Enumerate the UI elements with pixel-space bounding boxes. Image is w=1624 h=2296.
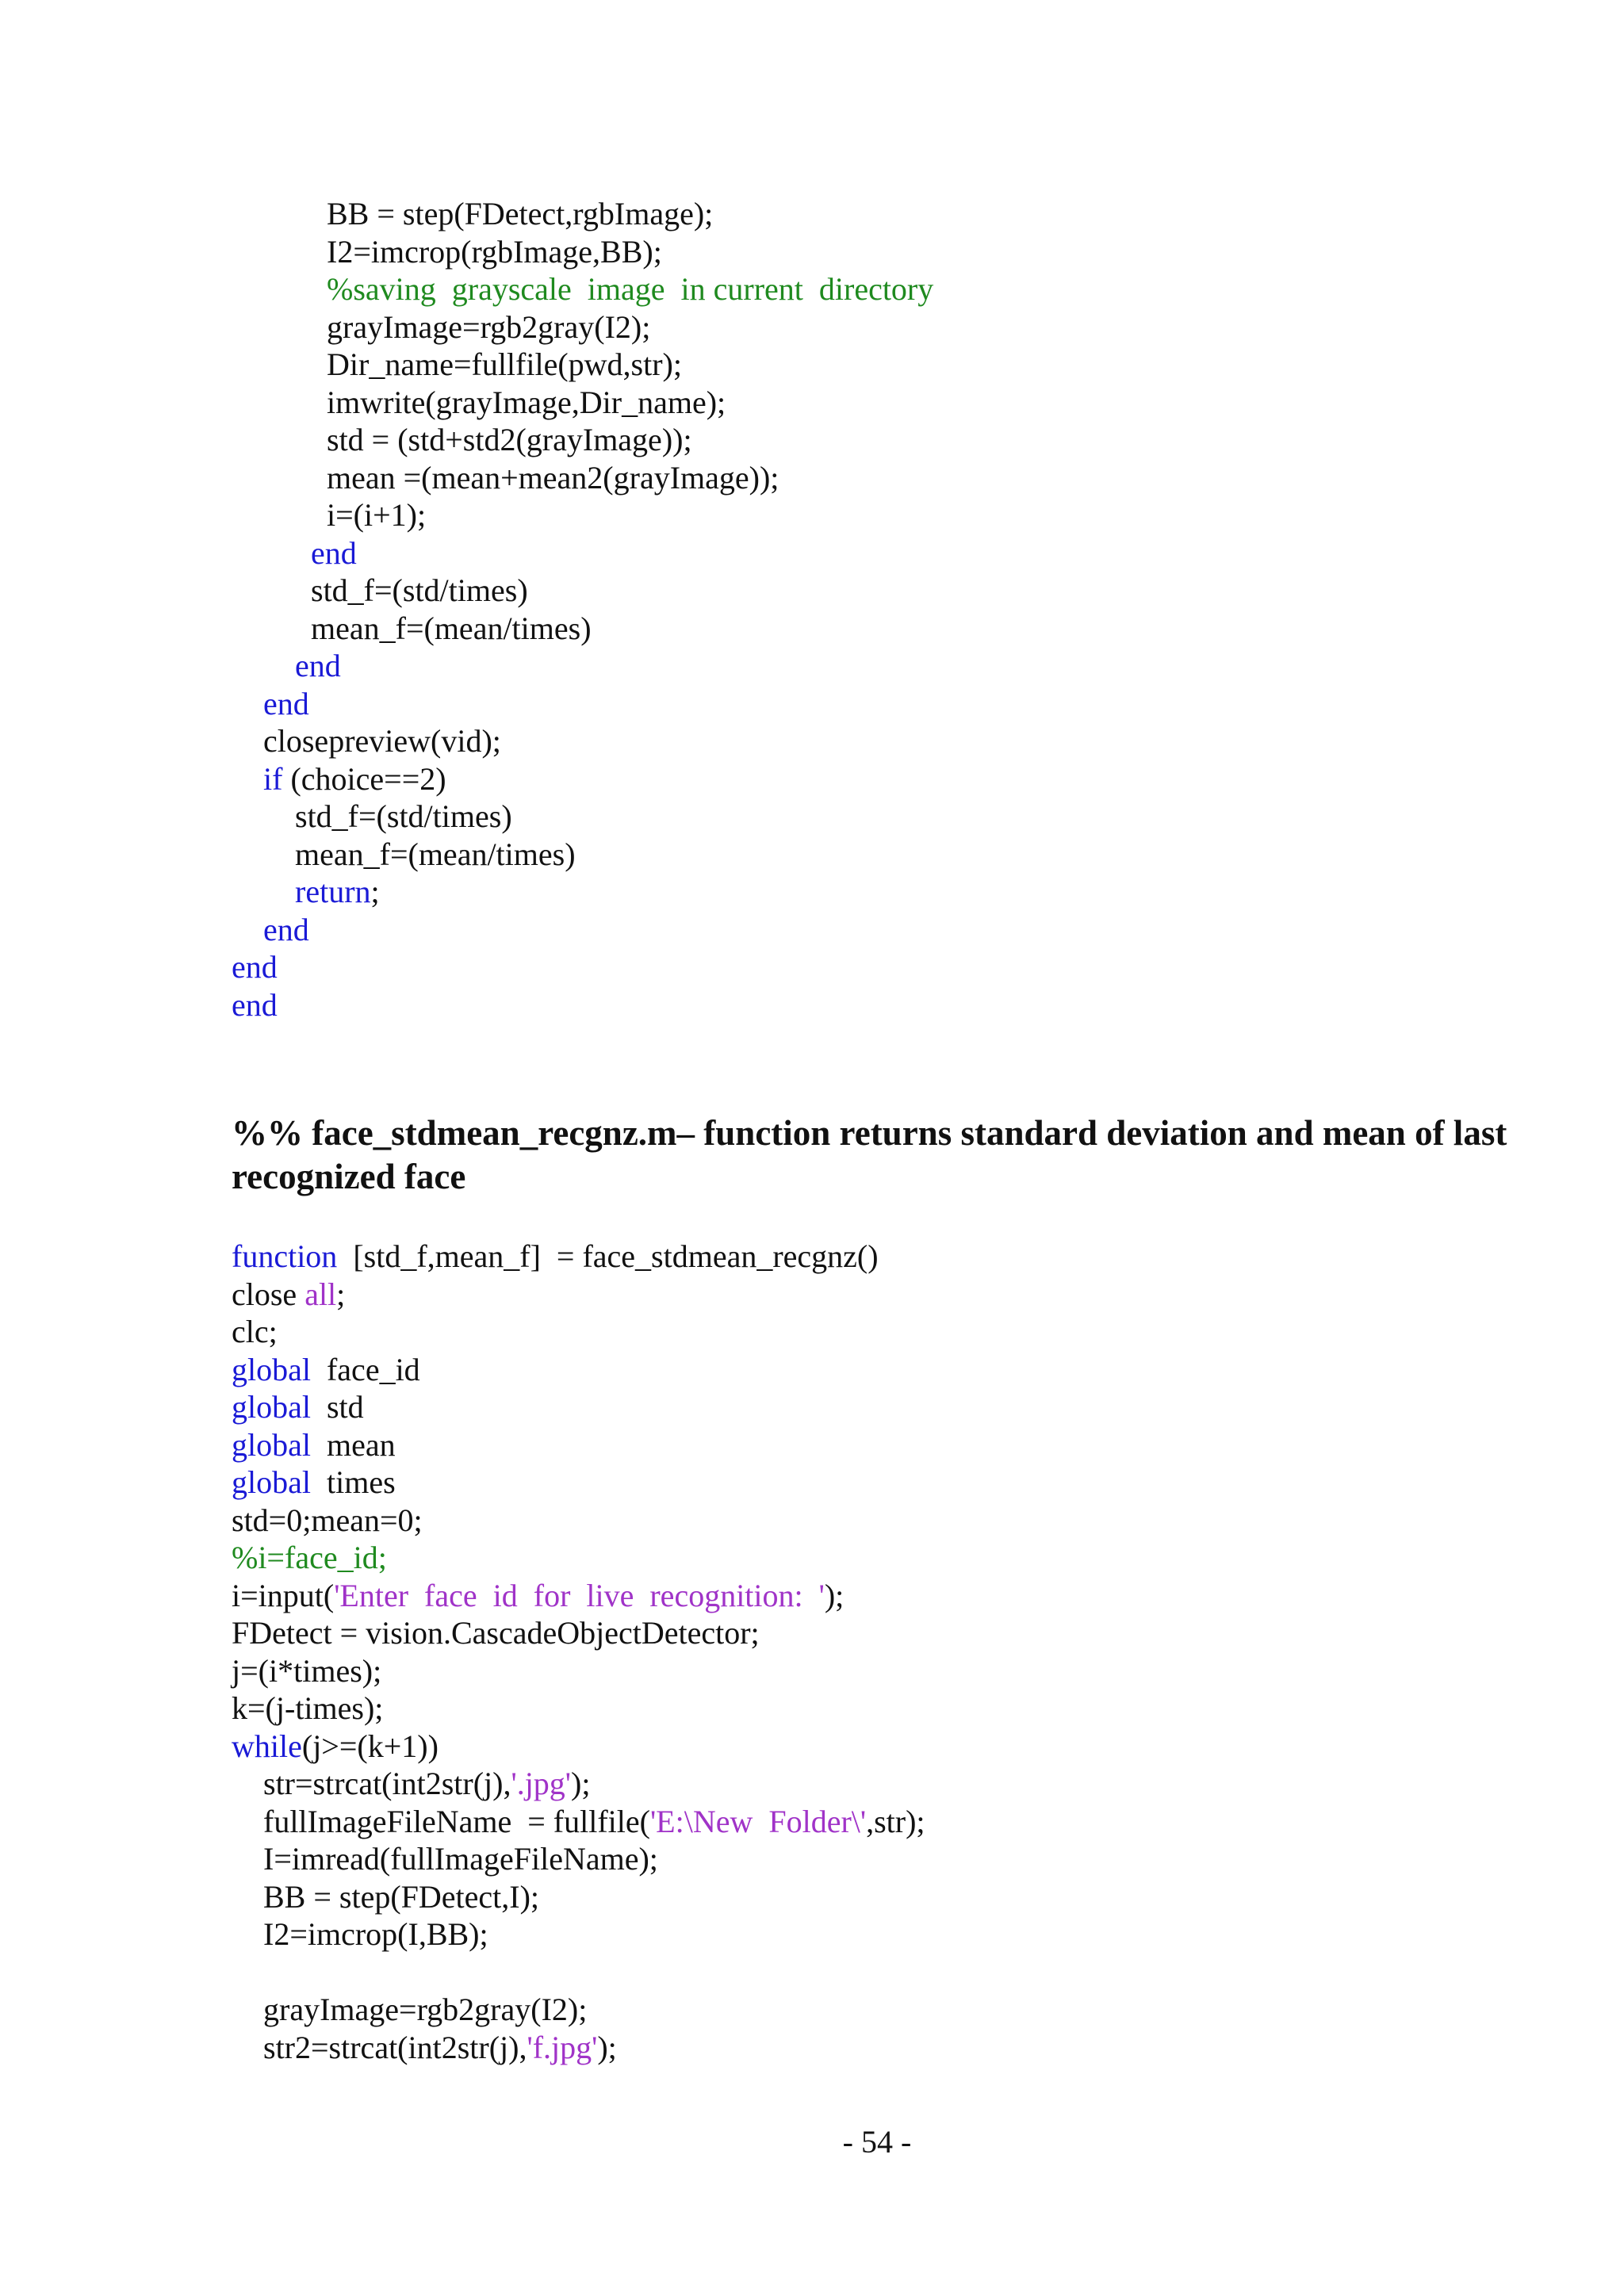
code-line <box>232 798 933 836</box>
code-token-text: k=(j-times); <box>232 1690 384 1726</box>
code-token-keyword: return <box>295 874 371 909</box>
code-token-text: closepreview(vid); <box>263 723 501 759</box>
code-token-text <box>232 610 311 646</box>
code-token-text: I=imread(fullImageFileName); <box>263 1841 658 1877</box>
code-token-text: ); <box>824 1577 845 1613</box>
code-token-string: 'f.jpg' <box>527 2029 598 2065</box>
code-token-comment: %saving grayscale image in current directory <box>327 271 934 307</box>
code-token-text <box>232 309 327 345</box>
code-line <box>232 534 933 572</box>
code-token-keyword: global <box>232 1351 311 1387</box>
code-token-text <box>232 761 263 797</box>
code-token-text <box>232 196 327 232</box>
code-token-keyword: function <box>232 1238 338 1274</box>
code-line <box>232 421 933 459</box>
code-token-text: clc; <box>232 1314 278 1349</box>
code-line <box>232 1351 925 1389</box>
code-line <box>232 1954 925 1992</box>
code-line <box>232 346 933 384</box>
code-token-keyword: end <box>232 949 278 985</box>
code-token-text: [std_f,mean_f] = face_stdmean_recgnz() <box>337 1238 879 1274</box>
code-token-text: mean_f=(mean/times) <box>295 836 576 872</box>
code-token-text <box>232 1766 263 1801</box>
code-token-text: std <box>310 1389 364 1425</box>
code-token-text: BB = step(FDetect,I); <box>263 1878 540 1915</box>
code-token-text: std=0;mean=0; <box>232 1502 423 1538</box>
code-token-text <box>232 1841 263 1877</box>
code-line <box>232 911 933 949</box>
code-token-text: close <box>232 1276 305 1312</box>
code-line <box>232 647 933 685</box>
code-token-text: ; <box>370 874 380 909</box>
code-line <box>232 1577 925 1615</box>
code-line <box>232 1652 925 1690</box>
code-token-text <box>232 1804 263 1839</box>
code-token-keyword: end <box>263 911 309 947</box>
code-line <box>232 722 933 760</box>
code-line <box>232 1840 925 1878</box>
code-line <box>232 760 933 798</box>
code-line <box>232 1728 925 1766</box>
code-line <box>232 270 933 308</box>
code-line <box>232 459 933 497</box>
code-line <box>232 1464 925 1502</box>
code-token-text <box>232 723 263 759</box>
code-line <box>232 572 933 610</box>
code-line <box>232 308 933 346</box>
code-token-text: std = (std+std2(grayImage)); <box>327 422 692 457</box>
code-token-text: i=(i+1); <box>327 497 427 533</box>
code-token-text: mean <box>310 1426 396 1463</box>
code-token-text: j=(i*times); <box>232 1652 382 1689</box>
code-token-keyword: end <box>311 534 357 571</box>
code-token-text: Dir_name=fullfile(pwd,str); <box>327 346 682 382</box>
code-token-text: mean_f=(mean/times) <box>311 610 592 646</box>
code-token-text <box>232 271 327 307</box>
code-token-text: str=strcat(int2str(j), <box>263 1766 511 1801</box>
code-line <box>232 1388 925 1426</box>
code-token-text <box>232 1916 263 1952</box>
code-token-text: I2=imcrop(I,BB); <box>263 1916 488 1952</box>
code-token-keyword: global <box>232 1389 311 1425</box>
code-line <box>232 986 933 1024</box>
code-token-text <box>232 1879 263 1915</box>
code-token-text <box>232 385 327 420</box>
code-token-string: 'Enter face id for live recognition: ' <box>334 1577 825 1613</box>
code-line <box>232 195 933 233</box>
code-token-text <box>232 836 295 872</box>
code-token-text: ); <box>571 1766 591 1801</box>
code-token-text <box>232 1992 263 2027</box>
code-token-text <box>232 798 295 834</box>
code-line <box>232 1689 925 1728</box>
code-line <box>232 1991 925 2029</box>
code-line <box>232 1878 925 1916</box>
code-line <box>232 1313 925 1351</box>
code-token-keyword: end <box>263 685 309 721</box>
code-token-text: mean =(mean+mean2(grayImage)); <box>327 459 779 496</box>
code-line <box>232 1765 925 1803</box>
code-token-comment: %i=face_id; <box>232 1540 387 1575</box>
code-token-text <box>232 422 327 457</box>
code-token-text: ; <box>336 1276 346 1312</box>
code-token-keyword: global <box>232 1426 311 1463</box>
section-heading: %% face_stdmean_recgnz.m– function returns standard deviation and mean of last recognized face <box>232 1113 1507 1196</box>
code-line <box>232 384 933 422</box>
code-line <box>232 1915 925 1954</box>
code-line <box>232 610 933 648</box>
code-line <box>232 1539 925 1577</box>
code-token-keyword: global <box>232 1464 311 1500</box>
code-line <box>232 873 933 911</box>
code-line <box>232 1276 925 1314</box>
code-token-string: all <box>304 1276 337 1312</box>
code-line <box>232 948 933 986</box>
page-number: - 54 - <box>842 2124 912 2160</box>
code-line <box>232 1803 925 1841</box>
code-token-text: std_f=(std/times) <box>311 572 528 608</box>
code-token-text <box>232 234 327 270</box>
code-line <box>232 1502 925 1540</box>
code-token-text: (choice==2) <box>282 760 446 797</box>
code-listing-bottom <box>232 1238 925 2066</box>
code-line <box>232 233 933 271</box>
code-token-text: I2=imcrop(rgbImage,BB); <box>327 233 662 270</box>
code-token-text: (j>=(k+1)) <box>301 1728 439 1764</box>
code-token-text: ); <box>597 2029 617 2065</box>
code-token-text <box>232 648 295 683</box>
code-token-string: 'E:\New Folder\' <box>649 1803 867 1839</box>
code-listing-top <box>232 195 933 1024</box>
code-line <box>232 1426 925 1464</box>
code-token-keyword: end <box>232 986 278 1023</box>
code-token-text <box>232 686 263 721</box>
code-token-keyword: end <box>295 648 341 683</box>
code-token-text: face_id <box>310 1351 420 1387</box>
code-token-text: times <box>310 1464 396 1500</box>
code-token-text: FDetect = vision.CascadeObjectDetector; <box>232 1615 760 1651</box>
code-token-text: fullImageFileName = fullfile( <box>263 1803 650 1839</box>
code-line <box>232 496 933 534</box>
code-token-text: str2=strcat(int2str(j), <box>263 2029 527 2065</box>
code-line <box>232 2029 925 2067</box>
code-line <box>232 1238 925 1276</box>
code-token-text: imwrite(grayImage,Dir_name); <box>327 384 726 420</box>
code-token-text: BB = step(FDetect,rgbImage); <box>327 196 714 232</box>
code-token-text <box>232 346 327 382</box>
code-token-text: i=input( <box>232 1577 335 1613</box>
code-line <box>232 836 933 874</box>
code-token-text: ,str); <box>866 1803 925 1839</box>
code-token-text <box>232 874 295 909</box>
code-token-text <box>232 460 327 496</box>
code-token-keyword: while <box>232 1728 302 1764</box>
code-token-text <box>232 572 311 608</box>
code-token-keyword: if <box>263 760 283 797</box>
code-line <box>232 1614 925 1652</box>
code-line <box>232 685 933 723</box>
code-token-text: grayImage=rgb2gray(I2); <box>263 1992 588 2027</box>
code-token-text <box>232 497 327 533</box>
code-token-text <box>232 912 263 947</box>
code-token-text: std_f=(std/times) <box>295 798 512 834</box>
code-token-text: grayImage=rgb2gray(I2); <box>327 308 651 345</box>
code-token-text <box>232 535 311 571</box>
code-token-text <box>232 2030 263 2065</box>
code-token-string: '.jpg' <box>511 1766 572 1801</box>
